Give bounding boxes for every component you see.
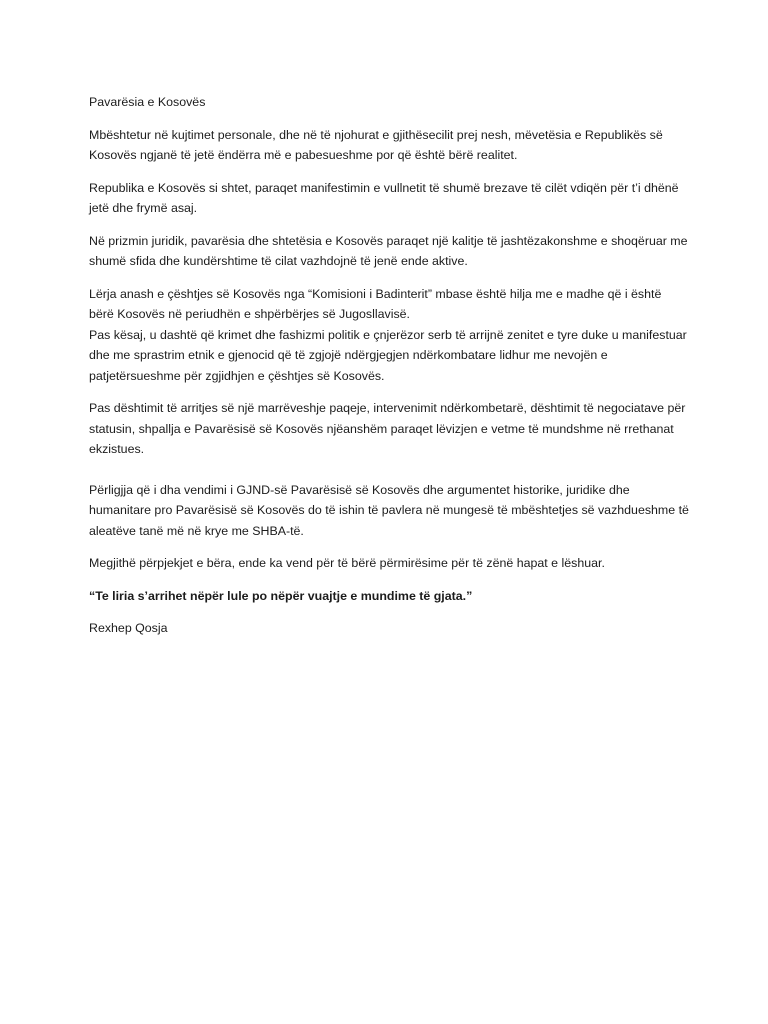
document-title: Pavarësia e Kosovës bbox=[89, 95, 206, 109]
paragraph-1: Mbështetur në kujtimet personale, dhe në të njohurat e gjithësecilit prej nesh, mëvetësia e Republikës së Kosovës ngjanë të jetë ëndërra më e pabesueshme por që është bërë realitet. bbox=[89, 127, 663, 162]
paragraph-7: Përligjja që i dha vendimi i GJND-së Pavarësisë së Kosovës dhe argumentet historike, juridike dhe humanitare pro Pavarësisë së Kosovës do të ishin të pavlera në mungesë të mbështetjes së vazhdueshme të aleatëve tanë më në krye me SHBA-të. bbox=[89, 482, 689, 538]
document-page bbox=[89, 92, 689, 639]
paragraph-2: Republika e Kosovës si shtet, paraqet manifestimin e vullnetit të shumë brezave të cilët vdiqën për t’i dhënë jetë dhe frymë asaj. bbox=[89, 180, 679, 215]
paragraph-3: Në prizmin juridik, pavarësia dhe shtetësia e Kosovës paraqet një kalitje të jashtëzakonshme e shoqëruar me shumë sfida dhe kundërshtime të cilat vazhdojnë të jenë ende aktive. bbox=[89, 233, 688, 268]
paragraph-6: Pas dështimit të arritjes së një marrëveshje paqeje, intervenimit ndërkombetarë, dështimit të negociatave për statusin, shpallja e Pavarësisë së Kosovës njëanshëm paraqet lëvizjen e vetme të mundshme në rrethanat ekzistues. bbox=[89, 401, 686, 456]
paragraph-4: Lërja anash e çështjes së Kosovës nga “Komisioni i Badinterit” mbase është hilja me e madhe që i është bërë Kosovës në periudhën e shpërbërjes së Jugosllavisë. bbox=[89, 286, 662, 321]
paragraph-8: Megjithë përpjekjet e bëra, ende ka vend për të bërë përmirësime për të zënë hapat e lëshuar. bbox=[89, 556, 605, 570]
quote: “Te liria s’arrihet nëpër lule po nëpër vuajtje e mundime të gjata.” bbox=[89, 588, 473, 603]
paragraph-5: Pas kësaj, u dashtë që krimet dhe fashizmi politik e çnjerëzor serb të arrijnë zenitet e tyre duke u manifestuar dhe me sprastrim etnik e gjenocid që të zgjojë ndërgjegjen ndërkombatare lidhur me nevojën e patjetërsueshme për zgjidhjen e çështjes së Kosovës. bbox=[89, 327, 687, 383]
quote-author: Rexhep Qosja bbox=[89, 621, 168, 635]
